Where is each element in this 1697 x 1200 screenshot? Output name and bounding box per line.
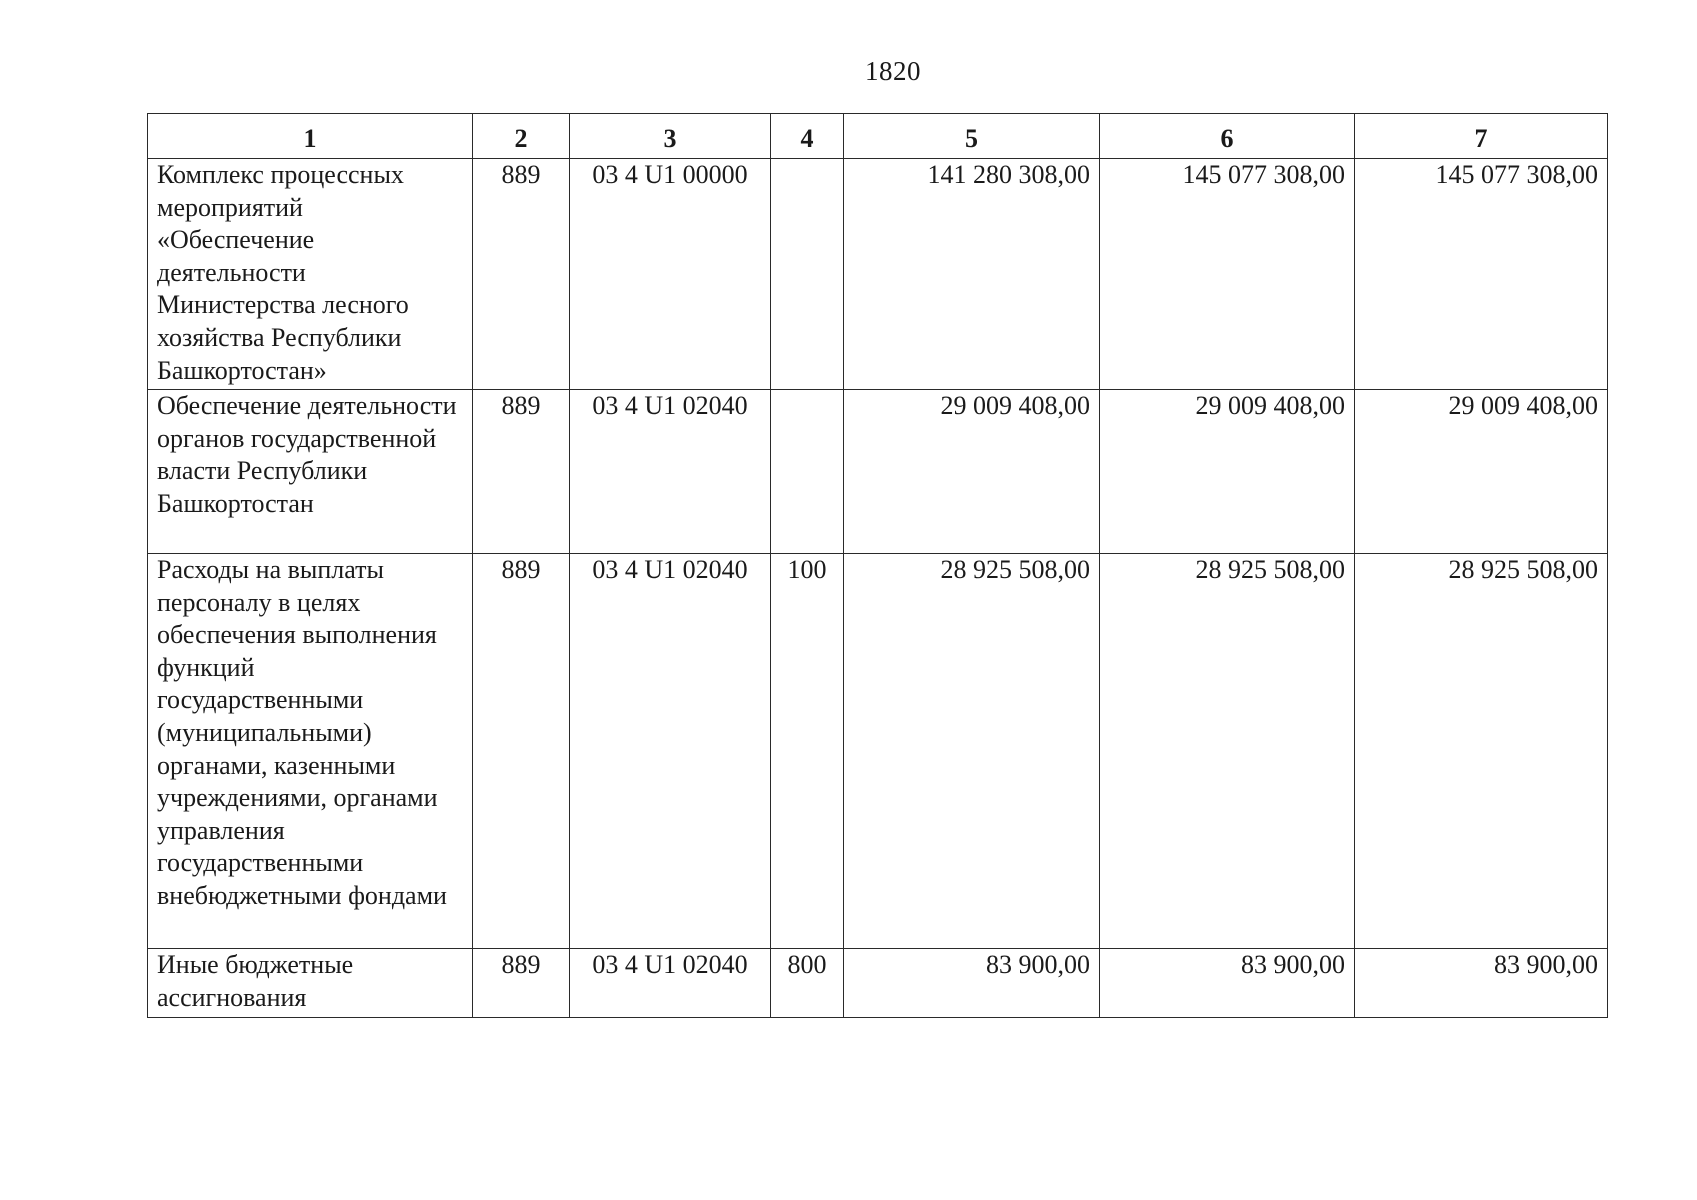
header-row <box>148 114 1608 159</box>
row-col3: 03 4 U1 02040 <box>570 949 771 1018</box>
row-name: Иные бюджетные ассигнования <box>148 949 473 1018</box>
row-col5: 29 009 408,00 <box>844 390 1100 554</box>
row-col6: 29 009 408,00 <box>1100 390 1355 554</box>
column-header-7: 7 <box>1355 114 1608 159</box>
row-col4: 100 <box>771 554 844 949</box>
column-header-3: 3 <box>570 114 771 159</box>
table-row <box>148 159 1608 390</box>
row-col6: 83 900,00 <box>1100 949 1355 1018</box>
row-col4 <box>771 390 844 554</box>
table-row <box>148 949 1608 1018</box>
row-col4: 800 <box>771 949 844 1018</box>
row-col5: 141 280 308,00 <box>844 159 1100 390</box>
row-col3: 03 4 U1 02040 <box>570 390 771 554</box>
row-col2: 889 <box>473 159 570 390</box>
table-row <box>148 554 1608 949</box>
row-name: Расходы на выплаты персоналу в целях обеспечения выполнения функций государственными (муниципальными) органами, казенными учреждениями, органами управления государственными внебюджетными фондами <box>148 554 473 949</box>
column-header-5: 5 <box>844 114 1100 159</box>
row-col2: 889 <box>473 390 570 554</box>
page-number: 1820 <box>865 56 921 86</box>
row-col7: 83 900,00 <box>1355 949 1608 1018</box>
row-name: Комплекс процессных мероприятий «Обеспечение деятельности Министерства лесного хозяйства Республики Башкортостан» <box>148 159 473 390</box>
column-header-1: 1 <box>148 114 473 159</box>
row-col6: 28 925 508,00 <box>1100 554 1355 949</box>
row-col3: 03 4 U1 00000 <box>570 159 771 390</box>
column-header-2: 2 <box>473 114 570 159</box>
row-col3: 03 4 U1 02040 <box>570 554 771 949</box>
column-header-6: 6 <box>1100 114 1355 159</box>
row-col2: 889 <box>473 554 570 949</box>
row-col6: 145 077 308,00 <box>1100 159 1355 390</box>
row-col4 <box>771 159 844 390</box>
table-row <box>148 390 1608 554</box>
row-name: Обеспечение деятельности органов государственной власти Республики Башкортостан <box>148 390 473 554</box>
column-header-4: 4 <box>771 114 844 159</box>
row-col7: 29 009 408,00 <box>1355 390 1608 554</box>
row-col7: 145 077 308,00 <box>1355 159 1608 390</box>
row-col5: 83 900,00 <box>844 949 1100 1018</box>
row-col7: 28 925 508,00 <box>1355 554 1608 949</box>
row-col2: 889 <box>473 949 570 1018</box>
budget-table <box>147 113 1608 1018</box>
row-col5: 28 925 508,00 <box>844 554 1100 949</box>
